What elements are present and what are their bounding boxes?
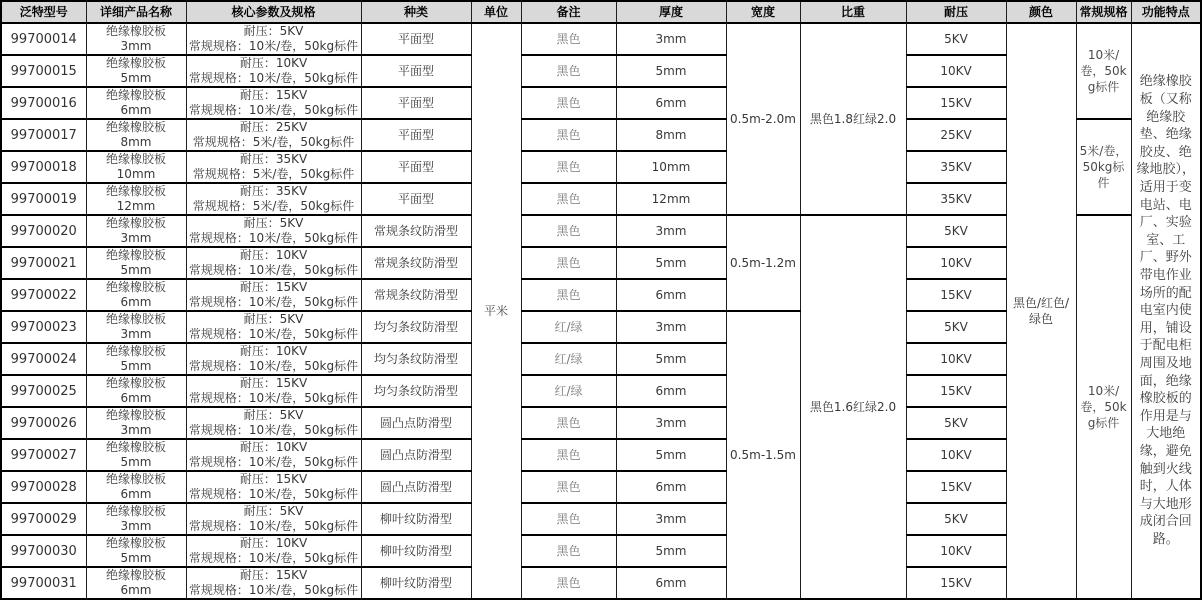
cell-name[interactable] xyxy=(86,311,186,343)
cell-name-line: 5mm xyxy=(120,263,152,277)
cell-unit[interactable]: 平米 xyxy=(471,23,521,599)
cell-type[interactable]: 常规条纹防滑型 xyxy=(361,279,471,311)
cell-remark[interactable]: 红/绿 xyxy=(521,375,616,407)
cell-params[interactable] xyxy=(186,23,361,55)
header-row xyxy=(1,1,1201,23)
cell-voltage[interactable]: 35KV xyxy=(906,151,1006,183)
cell-thickness[interactable]: 6mm xyxy=(616,87,726,119)
cell-type[interactable]: 圆凸点防滑型 xyxy=(361,471,471,503)
cell-type[interactable]: 柳叶纹防滑型 xyxy=(361,567,471,599)
cell-voltage[interactable]: 15KV xyxy=(906,375,1006,407)
cell-params[interactable] xyxy=(186,407,361,439)
cell-params[interactable] xyxy=(186,343,361,375)
cell-model[interactable]: 99700015 xyxy=(1,55,86,87)
cell-voltage[interactable]: 25KV xyxy=(906,119,1006,151)
cell-name[interactable] xyxy=(86,279,186,311)
cell-params[interactable] xyxy=(186,503,361,535)
cell-remark[interactable]: 黑色 xyxy=(521,407,616,439)
cell-params-line: 常规规格：10米/卷，50kg标件 xyxy=(188,327,359,341)
cell-name-line: 3mm xyxy=(120,423,152,437)
cell-params[interactable] xyxy=(186,567,361,599)
cell-params-line: 耐压：5KV xyxy=(243,216,304,230)
cell-thickness[interactable]: 5mm xyxy=(616,439,726,471)
cell-params[interactable] xyxy=(186,471,361,503)
cell-name-line: 3mm xyxy=(120,327,152,341)
cell-voltage[interactable]: 5KV xyxy=(906,503,1006,535)
cell-thickness[interactable]: 12mm xyxy=(616,183,726,215)
cell-params[interactable] xyxy=(186,87,361,119)
column-header-params[interactable]: 核心参数及规格 xyxy=(186,1,361,23)
cell-thickness[interactable]: 3mm xyxy=(616,311,726,343)
cell-voltage[interactable]: 15KV xyxy=(906,87,1006,119)
cell-type[interactable]: 圆凸点防滑型 xyxy=(361,439,471,471)
cell-thickness[interactable]: 6mm xyxy=(616,567,726,599)
cell-voltage[interactable]: 15KV xyxy=(906,279,1006,311)
cell-remark[interactable]: 黑色 xyxy=(521,119,616,151)
cell-voltage[interactable]: 10KV xyxy=(906,439,1006,471)
cell-params-line: 常规规格：10米/卷，50kg标件 xyxy=(188,551,359,565)
cell-thickness[interactable]: 6mm xyxy=(616,279,726,311)
cell-params-line: 常规规格：10米/卷，50kg标件 xyxy=(188,391,359,405)
cell-voltage[interactable]: 5KV xyxy=(906,23,1006,55)
cell-params[interactable] xyxy=(186,311,361,343)
cell-model[interactable]: 99700019 xyxy=(1,183,86,215)
cell-params[interactable] xyxy=(186,151,361,183)
cell-params[interactable] xyxy=(186,279,361,311)
cell-params-line: 常规规格：10米/卷，50kg标件 xyxy=(188,231,359,245)
cell-name-line: 绝缘橡胶板 xyxy=(105,472,166,486)
cell-params-line: 常规规格：10米/卷，50kg标件 xyxy=(188,39,359,53)
cell-type[interactable]: 常规条纹防滑型 xyxy=(361,247,471,279)
cell-type[interactable]: 平面型 xyxy=(361,87,471,119)
cell-remark[interactable]: 黑色 xyxy=(521,87,616,119)
cell-name[interactable] xyxy=(86,151,186,183)
cell-params-line: 耐压：5KV xyxy=(243,504,304,518)
cell-name-line: 3mm xyxy=(120,39,152,53)
cell-name-line: 10mm xyxy=(116,167,156,181)
cell-model[interactable]: 99700030 xyxy=(1,535,86,567)
cell-voltage[interactable]: 5KV xyxy=(906,311,1006,343)
cell-params-line: 常规规格：10米/卷，50kg标件 xyxy=(188,519,359,533)
column-header-model[interactable]: 泛特型号 xyxy=(1,1,86,23)
cell-width[interactable]: 0.5m-2.0m xyxy=(726,23,800,215)
column-header-gravity[interactable]: 比重 xyxy=(800,1,906,23)
cell-params-line: 耐压：35KV xyxy=(239,184,308,198)
cell-remark[interactable]: 黑色 xyxy=(521,55,616,87)
cell-model[interactable]: 99700024 xyxy=(1,343,86,375)
cell-thickness[interactable]: 5mm xyxy=(616,535,726,567)
cell-thickness[interactable]: 8mm xyxy=(616,119,726,151)
cell-params-line: 常规规格：10米/卷，50kg标件 xyxy=(188,71,359,85)
cell-voltage[interactable]: 35KV xyxy=(906,183,1006,215)
cell-voltage[interactable]: 10KV xyxy=(906,343,1006,375)
cell-params-line: 耐压：5KV xyxy=(243,24,304,38)
cell-name-line: 绝缘橡胶板 xyxy=(105,56,166,70)
cell-name-line: 3mm xyxy=(120,519,152,533)
cell-name-line: 6mm xyxy=(120,583,152,597)
cell-type[interactable]: 均匀条纹防滑型 xyxy=(361,375,471,407)
cell-type[interactable]: 平面型 xyxy=(361,55,471,87)
cell-remark[interactable]: 黑色 xyxy=(521,535,616,567)
cell-params-line: 常规规格：5米/卷，50kg标件 xyxy=(192,167,355,181)
cell-name-line: 绝缘橡胶板 xyxy=(105,248,166,262)
cell-params-line: 耐压：10KV xyxy=(239,248,308,262)
column-header-features[interactable]: 功能特点 xyxy=(1131,1,1201,23)
cell-name-line: 绝缘橡胶板 xyxy=(105,88,166,102)
cell-params-line: 常规规格：10米/卷，50kg标件 xyxy=(188,455,359,469)
cell-name[interactable] xyxy=(86,247,186,279)
cell-name-line: 绝缘橡胶板 xyxy=(105,280,166,294)
column-header-type[interactable]: 种类 xyxy=(361,1,471,23)
cell-name-line: 绝缘橡胶板 xyxy=(105,24,166,38)
cell-remark[interactable]: 黑色 xyxy=(521,567,616,599)
cell-width[interactable]: 0.5m-1.2m xyxy=(726,215,800,311)
cell-name-line: 绝缘橡胶板 xyxy=(105,536,166,550)
cell-name-line: 8mm xyxy=(120,135,152,149)
cell-name[interactable] xyxy=(86,407,186,439)
cell-name[interactable] xyxy=(86,119,186,151)
cell-params[interactable] xyxy=(186,183,361,215)
cell-remark[interactable]: 黑色 xyxy=(521,503,616,535)
cell-name-line: 绝缘橡胶板 xyxy=(105,504,166,518)
cell-voltage[interactable]: 5KV xyxy=(906,215,1006,247)
cell-name[interactable] xyxy=(86,215,186,247)
column-header-voltage[interactable]: 耐压 xyxy=(906,1,1006,23)
cell-name-line: 5mm xyxy=(120,71,152,85)
cell-name-line: 绝缘橡胶板 xyxy=(105,440,166,454)
cell-thickness[interactable]: 10mm xyxy=(616,151,726,183)
cell-params-line: 常规规格：10米/卷，50kg标件 xyxy=(188,423,359,437)
cell-model[interactable]: 99700028 xyxy=(1,471,86,503)
cell-params[interactable] xyxy=(186,535,361,567)
cell-model[interactable]: 99700017 xyxy=(1,119,86,151)
cell-name-line: 绝缘橡胶板 xyxy=(105,408,166,422)
cell-spec[interactable]: 10米/卷，50kg标件 xyxy=(1076,215,1131,599)
cell-model[interactable]: 99700023 xyxy=(1,311,86,343)
cell-voltage[interactable]: 10KV xyxy=(906,55,1006,87)
cell-name-line: 6mm xyxy=(120,487,152,501)
cell-params[interactable] xyxy=(186,247,361,279)
cell-type[interactable]: 常规条纹防滑型 xyxy=(361,215,471,247)
cell-type[interactable]: 平面型 xyxy=(361,119,471,151)
cell-model[interactable]: 99700027 xyxy=(1,439,86,471)
cell-params-line: 常规规格：5米/卷，50kg标件 xyxy=(192,135,355,149)
cell-type[interactable]: 柳叶纹防滑型 xyxy=(361,503,471,535)
cell-type[interactable]: 均匀条纹防滑型 xyxy=(361,311,471,343)
cell-thickness[interactable]: 5mm xyxy=(616,247,726,279)
cell-thickness[interactable]: 3mm xyxy=(616,215,726,247)
column-header-thickness[interactable]: 厚度 xyxy=(616,1,726,23)
cell-name[interactable] xyxy=(86,375,186,407)
cell-voltage[interactable]: 15KV xyxy=(906,471,1006,503)
cell-name[interactable] xyxy=(86,55,186,87)
cell-params-line: 常规规格：10米/卷，50kg标件 xyxy=(188,583,359,597)
cell-type[interactable]: 平面型 xyxy=(361,23,471,55)
table-header xyxy=(1,1,1201,23)
cell-spec[interactable]: 10米/卷，50kg标件 xyxy=(1076,23,1131,119)
cell-name[interactable] xyxy=(86,471,186,503)
cell-name-line: 6mm xyxy=(120,103,152,117)
cell-name[interactable] xyxy=(86,23,186,55)
cell-name[interactable] xyxy=(86,87,186,119)
cell-model[interactable]: 99700031 xyxy=(1,567,86,599)
cell-width[interactable]: 0.5m-1.5m xyxy=(726,311,800,599)
cell-thickness[interactable]: 5mm xyxy=(616,55,726,87)
cell-model[interactable]: 99700016 xyxy=(1,87,86,119)
cell-params[interactable] xyxy=(186,119,361,151)
cell-remark[interactable]: 黑色 xyxy=(521,439,616,471)
cell-remark[interactable]: 黑色 xyxy=(521,23,616,55)
cell-model[interactable]: 99700020 xyxy=(1,215,86,247)
cell-model[interactable]: 99700029 xyxy=(1,503,86,535)
cell-remark[interactable]: 黑色 xyxy=(521,183,616,215)
cell-spec[interactable]: 5米/卷，50kg标件 xyxy=(1076,119,1131,215)
cell-params-line: 耐压：10KV xyxy=(239,440,308,454)
cell-type[interactable]: 平面型 xyxy=(361,151,471,183)
cell-name-line: 绝缘橡胶板 xyxy=(105,568,166,582)
cell-remark[interactable]: 黑色 xyxy=(521,279,616,311)
cell-params-line: 常规规格：5米/卷，50kg标件 xyxy=(192,199,355,213)
cell-name[interactable] xyxy=(86,343,186,375)
cell-params[interactable] xyxy=(186,375,361,407)
cell-voltage[interactable]: 15KV xyxy=(906,567,1006,599)
cell-remark[interactable]: 红/绿 xyxy=(521,311,616,343)
cell-params-line: 常规规格：10米/卷，50kg标件 xyxy=(188,487,359,501)
cell-model[interactable]: 99700025 xyxy=(1,375,86,407)
cell-params[interactable] xyxy=(186,55,361,87)
cell-params[interactable] xyxy=(186,439,361,471)
cell-name-line: 绝缘橡胶板 xyxy=(105,120,166,134)
cell-params-line: 耐压：10KV xyxy=(239,344,308,358)
cell-name-line: 绝缘橡胶板 xyxy=(105,344,166,358)
cell-name-line: 3mm xyxy=(120,231,152,245)
cell-name[interactable] xyxy=(86,535,186,567)
cell-params-line: 耐压：15KV xyxy=(239,88,308,102)
cell-thickness[interactable]: 3mm xyxy=(616,23,726,55)
column-header-spec[interactable]: 常规规格 xyxy=(1076,1,1131,23)
cell-voltage[interactable]: 10KV xyxy=(906,247,1006,279)
cell-type[interactable]: 柳叶纹防滑型 xyxy=(361,535,471,567)
cell-thickness[interactable]: 5mm xyxy=(616,343,726,375)
cell-params-line: 耐压：10KV xyxy=(239,56,308,70)
cell-params-line: 耐压：15KV xyxy=(239,472,308,486)
cell-color[interactable]: 黑色/红色/绿色 xyxy=(1006,23,1076,599)
cell-name-line: 6mm xyxy=(120,391,152,405)
column-header-remark[interactable]: 备注 xyxy=(521,1,616,23)
cell-type[interactable]: 圆凸点防滑型 xyxy=(361,407,471,439)
cell-params-line: 常规规格：10米/卷，50kg标件 xyxy=(188,263,359,277)
cell-remark[interactable]: 黑色 xyxy=(521,247,616,279)
cell-thickness[interactable]: 6mm xyxy=(616,375,726,407)
cell-model[interactable]: 99700021 xyxy=(1,247,86,279)
cell-params-line: 耐压：15KV xyxy=(239,568,308,582)
cell-remark[interactable]: 红/绿 xyxy=(521,343,616,375)
cell-thickness[interactable]: 6mm xyxy=(616,471,726,503)
cell-voltage[interactable]: 10KV xyxy=(906,535,1006,567)
cell-model[interactable]: 99700026 xyxy=(1,407,86,439)
cell-params-line: 耐压：10KV xyxy=(239,536,308,550)
cell-params-line: 耐压：35KV xyxy=(239,152,308,166)
cell-remark[interactable]: 黑色 xyxy=(521,151,616,183)
cell-params-line: 耐压：5KV xyxy=(243,408,304,422)
cell-type[interactable]: 平面型 xyxy=(361,183,471,215)
cell-remark[interactable]: 黑色 xyxy=(521,471,616,503)
cell-model[interactable]: 99700022 xyxy=(1,279,86,311)
cell-params-line: 常规规格：10米/卷，50kg标件 xyxy=(188,359,359,373)
column-header-unit[interactable]: 单位 xyxy=(471,1,521,23)
cell-gravity[interactable]: 黑色1.8红绿2.0 xyxy=(800,23,906,215)
cell-name-line: 5mm xyxy=(120,359,152,373)
table-row xyxy=(1,23,1201,55)
cell-params[interactable] xyxy=(186,215,361,247)
cell-name-line: 绝缘橡胶板 xyxy=(105,312,166,326)
cell-thickness[interactable]: 3mm xyxy=(616,407,726,439)
cell-remark[interactable]: 黑色 xyxy=(521,215,616,247)
cell-name-line: 绝缘橡胶板 xyxy=(105,376,166,390)
cell-voltage[interactable]: 5KV xyxy=(906,407,1006,439)
cell-params-line: 常规规格：10米/卷，50kg标件 xyxy=(188,295,359,309)
cell-gravity[interactable]: 黑色1.6红绿2.0 xyxy=(800,215,906,599)
cell-features[interactable]: 绝缘橡胶板（又称绝缘胶垫、绝缘胶皮、绝缘地胶），适用于变电站、电厂、实验室、工厂、野外带电作业场所的配电室内使用，铺设于配电柜周围及地面，绝缘橡胶板的作用是与大地绝缘，避免触到火线时，人体与大地形成闭合回路。 xyxy=(1131,23,1201,599)
cell-name-line: 5mm xyxy=(120,551,152,565)
cell-name-line: 绝缘橡胶板 xyxy=(105,184,166,198)
cell-type[interactable]: 均匀条纹防滑型 xyxy=(361,343,471,375)
cell-params-line: 耐压：15KV xyxy=(239,376,308,390)
cell-name-line: 6mm xyxy=(120,295,152,309)
cell-name-line: 12mm xyxy=(116,199,156,213)
cell-params-line: 常规规格：10米/卷，50kg标件 xyxy=(188,103,359,117)
cell-params-line: 耐压：25KV xyxy=(239,120,308,134)
cell-params-line: 耐压：15KV xyxy=(239,280,308,294)
cell-thickness[interactable]: 3mm xyxy=(616,503,726,535)
column-header-color[interactable]: 颜色 xyxy=(1006,1,1076,23)
cell-model[interactable]: 99700018 xyxy=(1,151,86,183)
cell-name-line: 绝缘橡胶板 xyxy=(105,216,166,230)
cell-model[interactable]: 99700014 xyxy=(1,23,86,55)
cell-name-line: 绝缘橡胶板 xyxy=(105,152,166,166)
cell-name[interactable] xyxy=(86,567,186,599)
column-header-width[interactable]: 宽度 xyxy=(726,1,800,23)
column-header-name[interactable]: 详细产品名称 xyxy=(86,1,186,23)
table-body xyxy=(1,23,1201,599)
cell-params-line: 耐压：5KV xyxy=(243,312,304,326)
cell-name[interactable] xyxy=(86,183,186,215)
cell-name[interactable] xyxy=(86,439,186,471)
cell-name-line: 5mm xyxy=(120,455,152,469)
cell-name[interactable] xyxy=(86,503,186,535)
